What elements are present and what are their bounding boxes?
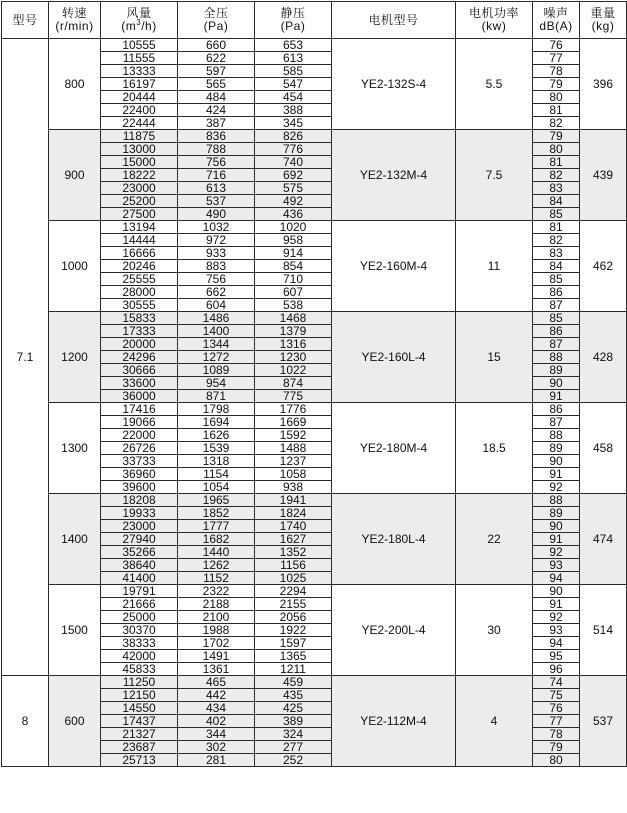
header-airflow: 风量 $(m^3/h)$ — [101, 2, 178, 39]
airflow-cell: 21327 — [101, 728, 178, 741]
speed-cell: 1000 — [49, 221, 101, 312]
motor-model-cell: YE2-132M-4 — [332, 130, 456, 221]
static-pressure-cell: 874 — [255, 377, 332, 390]
total-pressure-cell: 1988 — [178, 624, 255, 637]
total-pressure-cell: 1486 — [178, 312, 255, 325]
motor-model-cell: YE2-112M-4 — [332, 676, 456, 767]
airflow-cell: 23000 — [101, 182, 178, 195]
airflow-cell: 23687 — [101, 741, 178, 754]
motor-model-cell: YE2-160M-4 — [332, 221, 456, 312]
static-pressure-cell: 1740 — [255, 520, 332, 533]
static-pressure-cell: 1597 — [255, 637, 332, 650]
table-row — [2, 130, 627, 143]
noise-cell: 74 — [533, 676, 580, 689]
static-pressure-cell: 1488 — [255, 442, 332, 455]
motor-model-cell: YE2-200L-4 — [332, 585, 456, 676]
static-pressure-cell: 958 — [255, 234, 332, 247]
header-weight: 重量 (kg) — [580, 2, 627, 39]
static-pressure-cell: 547 — [255, 78, 332, 91]
noise-cell: 92 — [533, 481, 580, 494]
noise-cell: 95 — [533, 650, 580, 663]
static-pressure-cell: 1316 — [255, 338, 332, 351]
total-pressure-cell: 1440 — [178, 546, 255, 559]
airflow-cell: 35266 — [101, 546, 178, 559]
airflow-cell: 17333 — [101, 325, 178, 338]
total-pressure-cell: 1626 — [178, 429, 255, 442]
motor-power-cell: 30 — [456, 585, 533, 676]
total-pressure-cell: 424 — [178, 104, 255, 117]
static-pressure-cell: 1379 — [255, 325, 332, 338]
total-pressure-cell: 1344 — [178, 338, 255, 351]
motor-power-cell: 5.5 — [456, 39, 533, 130]
airflow-cell: 22000 — [101, 429, 178, 442]
total-pressure-cell: 597 — [178, 65, 255, 78]
total-pressure-cell: 1965 — [178, 494, 255, 507]
total-pressure-cell: 490 — [178, 208, 255, 221]
noise-cell: 86 — [533, 286, 580, 299]
total-pressure-cell: 1054 — [178, 481, 255, 494]
total-pressure-cell: 1089 — [178, 364, 255, 377]
total-pressure-cell: 1682 — [178, 533, 255, 546]
noise-cell: 91 — [533, 468, 580, 481]
weight-cell: 537 — [580, 676, 627, 767]
airflow-cell: 42000 — [101, 650, 178, 663]
airflow-cell: 11555 — [101, 52, 178, 65]
noise-cell: 85 — [533, 273, 580, 286]
static-pressure-cell: 1156 — [255, 559, 332, 572]
static-pressure-cell: 1824 — [255, 507, 332, 520]
static-pressure-cell: 1025 — [255, 572, 332, 585]
noise-cell: 89 — [533, 364, 580, 377]
noise-cell: 87 — [533, 338, 580, 351]
noise-cell: 81 — [533, 221, 580, 234]
static-pressure-cell: 388 — [255, 104, 332, 117]
static-pressure-cell: 607 — [255, 286, 332, 299]
total-pressure-cell: 1032 — [178, 221, 255, 234]
total-pressure-cell: 716 — [178, 169, 255, 182]
motor-power-cell: 22 — [456, 494, 533, 585]
static-pressure-cell: 425 — [255, 702, 332, 715]
noise-cell: 79 — [533, 130, 580, 143]
noise-cell: 92 — [533, 611, 580, 624]
airflow-cell: 15000 — [101, 156, 178, 169]
weight-cell: 439 — [580, 130, 627, 221]
total-pressure-cell: 954 — [178, 377, 255, 390]
static-pressure-cell: 826 — [255, 130, 332, 143]
airflow-cell: 22444 — [101, 117, 178, 130]
static-pressure-cell: 1365 — [255, 650, 332, 663]
total-pressure-cell: 836 — [178, 130, 255, 143]
noise-cell: 94 — [533, 572, 580, 585]
static-pressure-cell: 710 — [255, 273, 332, 286]
airflow-cell: 19066 — [101, 416, 178, 429]
total-pressure-cell: 1318 — [178, 455, 255, 468]
noise-cell: 90 — [533, 585, 580, 598]
header-motor-power: 电机功率 (kw) — [456, 2, 533, 39]
static-pressure-cell: 653 — [255, 39, 332, 52]
weight-cell: 462 — [580, 221, 627, 312]
static-pressure-cell: 585 — [255, 65, 332, 78]
total-pressure-cell: 387 — [178, 117, 255, 130]
noise-cell: 81 — [533, 104, 580, 117]
total-pressure-cell: 1272 — [178, 351, 255, 364]
airflow-cell: 14550 — [101, 702, 178, 715]
total-pressure-cell: 1400 — [178, 325, 255, 338]
table-row — [2, 221, 627, 234]
total-pressure-cell: 565 — [178, 78, 255, 91]
table-row — [2, 494, 627, 507]
airflow-cell: 13194 — [101, 221, 178, 234]
airflow-cell: 21666 — [101, 598, 178, 611]
noise-cell: 82 — [533, 169, 580, 182]
airflow-cell: 20246 — [101, 260, 178, 273]
noise-cell: 85 — [533, 312, 580, 325]
airflow-cell: 17437 — [101, 715, 178, 728]
header-static-pressure: 静压 (Pa) — [255, 2, 332, 39]
static-pressure-cell: 345 — [255, 117, 332, 130]
table-body — [2, 39, 627, 767]
static-pressure-cell: 277 — [255, 741, 332, 754]
noise-cell: 86 — [533, 325, 580, 338]
noise-cell: 90 — [533, 377, 580, 390]
total-pressure-cell: 883 — [178, 260, 255, 273]
airflow-cell: 30370 — [101, 624, 178, 637]
total-pressure-cell: 1852 — [178, 507, 255, 520]
motor-power-cell: 11 — [456, 221, 533, 312]
noise-cell: 90 — [533, 520, 580, 533]
noise-cell: 91 — [533, 598, 580, 611]
static-pressure-cell: 1468 — [255, 312, 332, 325]
table-header-row — [2, 2, 627, 39]
speed-cell: 900 — [49, 130, 101, 221]
motor-power-cell: 4 — [456, 676, 533, 767]
total-pressure-cell: 622 — [178, 52, 255, 65]
noise-cell: 80 — [533, 143, 580, 156]
noise-cell: 76 — [533, 39, 580, 52]
static-pressure-cell: 389 — [255, 715, 332, 728]
static-pressure-cell: 2294 — [255, 585, 332, 598]
airflow-cell: 16666 — [101, 247, 178, 260]
motor-model-cell: YE2-180L-4 — [332, 494, 456, 585]
motor-model-cell: YE2-180M-4 — [332, 403, 456, 494]
total-pressure-cell: 442 — [178, 689, 255, 702]
noise-cell: 84 — [533, 195, 580, 208]
airflow-cell: 20444 — [101, 91, 178, 104]
total-pressure-cell: 1777 — [178, 520, 255, 533]
noise-cell: 86 — [533, 403, 580, 416]
weight-cell: 514 — [580, 585, 627, 676]
weight-cell: 428 — [580, 312, 627, 403]
speed-cell: 1400 — [49, 494, 101, 585]
total-pressure-cell: 756 — [178, 273, 255, 286]
airflow-cell: 14444 — [101, 234, 178, 247]
total-pressure-cell: 1539 — [178, 442, 255, 455]
static-pressure-cell: 1592 — [255, 429, 332, 442]
static-pressure-cell: 459 — [255, 676, 332, 689]
model-cell: 7.1 — [2, 39, 49, 676]
airflow-cell: 41400 — [101, 572, 178, 585]
airflow-cell: 27940 — [101, 533, 178, 546]
motor-power-cell: 7.5 — [456, 130, 533, 221]
static-pressure-cell: 854 — [255, 260, 332, 273]
airflow-cell: 30555 — [101, 299, 178, 312]
static-pressure-cell: 575 — [255, 182, 332, 195]
airflow-cell: 25713 — [101, 754, 178, 767]
noise-cell: 81 — [533, 156, 580, 169]
airflow-cell: 45833 — [101, 663, 178, 676]
airflow-cell: 22400 — [101, 104, 178, 117]
noise-cell: 93 — [533, 624, 580, 637]
total-pressure-cell: 1361 — [178, 663, 255, 676]
motor-model-cell: YE2-132S-4 — [332, 39, 456, 130]
noise-cell: 92 — [533, 546, 580, 559]
airflow-cell: 38333 — [101, 637, 178, 650]
static-pressure-cell: 492 — [255, 195, 332, 208]
header-total-pressure: 全压 (Pa) — [178, 2, 255, 39]
noise-cell: 83 — [533, 182, 580, 195]
airflow-cell: 25200 — [101, 195, 178, 208]
total-pressure-cell: 788 — [178, 143, 255, 156]
airflow-cell: 15833 — [101, 312, 178, 325]
speed-cell: 800 — [49, 39, 101, 130]
airflow-cell: 18222 — [101, 169, 178, 182]
static-pressure-cell: 454 — [255, 91, 332, 104]
weight-cell: 474 — [580, 494, 627, 585]
noise-cell: 87 — [533, 416, 580, 429]
total-pressure-cell: 1152 — [178, 572, 255, 585]
motor-power-cell: 18.5 — [456, 403, 533, 494]
noise-cell: 77 — [533, 715, 580, 728]
airflow-cell: 12150 — [101, 689, 178, 702]
total-pressure-cell: 434 — [178, 702, 255, 715]
static-pressure-cell: 2056 — [255, 611, 332, 624]
motor-model-cell: YE2-160L-4 — [332, 312, 456, 403]
airflow-cell: 26726 — [101, 442, 178, 455]
noise-cell: 90 — [533, 455, 580, 468]
airflow-cell: 11250 — [101, 676, 178, 689]
static-pressure-cell: 2155 — [255, 598, 332, 611]
total-pressure-cell: 972 — [178, 234, 255, 247]
total-pressure-cell: 302 — [178, 741, 255, 754]
airflow-cell: 18208 — [101, 494, 178, 507]
airflow-cell: 28000 — [101, 286, 178, 299]
airflow-cell: 27500 — [101, 208, 178, 221]
airflow-cell: 25000 — [101, 611, 178, 624]
noise-cell: 88 — [533, 429, 580, 442]
airflow-cell: 10555 — [101, 39, 178, 52]
static-pressure-cell: 1627 — [255, 533, 332, 546]
static-pressure-cell: 324 — [255, 728, 332, 741]
airflow-cell: 33733 — [101, 455, 178, 468]
airflow-cell: 19933 — [101, 507, 178, 520]
speed-cell: 1500 — [49, 585, 101, 676]
airflow-cell: 30666 — [101, 364, 178, 377]
airflow-cell: 33600 — [101, 377, 178, 390]
airflow-cell: 13000 — [101, 143, 178, 156]
speed-cell: 1200 — [49, 312, 101, 403]
noise-cell: 75 — [533, 689, 580, 702]
total-pressure-cell: 537 — [178, 195, 255, 208]
static-pressure-cell: 1669 — [255, 416, 332, 429]
table-row — [2, 39, 627, 52]
speed-cell: 1300 — [49, 403, 101, 494]
noise-cell: 83 — [533, 247, 580, 260]
total-pressure-cell: 465 — [178, 676, 255, 689]
total-pressure-cell: 484 — [178, 91, 255, 104]
airflow-cell: 39600 — [101, 481, 178, 494]
table-row — [2, 585, 627, 598]
static-pressure-cell: 1058 — [255, 468, 332, 481]
airflow-cell: 13333 — [101, 65, 178, 78]
total-pressure-cell: 660 — [178, 39, 255, 52]
airflow-cell: 36000 — [101, 390, 178, 403]
total-pressure-cell: 402 — [178, 715, 255, 728]
static-pressure-cell: 252 — [255, 754, 332, 767]
static-pressure-cell: 1922 — [255, 624, 332, 637]
noise-cell: 76 — [533, 702, 580, 715]
static-pressure-cell: 436 — [255, 208, 332, 221]
static-pressure-cell: 1211 — [255, 663, 332, 676]
static-pressure-cell: 1237 — [255, 455, 332, 468]
total-pressure-cell: 1491 — [178, 650, 255, 663]
static-pressure-cell: 914 — [255, 247, 332, 260]
noise-cell: 82 — [533, 117, 580, 130]
airflow-cell: 17416 — [101, 403, 178, 416]
static-pressure-cell: 435 — [255, 689, 332, 702]
airflow-cell: 38640 — [101, 559, 178, 572]
noise-cell: 77 — [533, 52, 580, 65]
airflow-cell: 16197 — [101, 78, 178, 91]
static-pressure-cell: 692 — [255, 169, 332, 182]
noise-cell: 88 — [533, 351, 580, 364]
total-pressure-cell: 1154 — [178, 468, 255, 481]
weight-cell: 396 — [580, 39, 627, 130]
table-row — [2, 312, 627, 325]
airflow-cell: 11875 — [101, 130, 178, 143]
noise-cell: 80 — [533, 91, 580, 104]
noise-cell: 87 — [533, 299, 580, 312]
total-pressure-cell: 662 — [178, 286, 255, 299]
noise-cell: 91 — [533, 533, 580, 546]
static-pressure-cell: 1941 — [255, 494, 332, 507]
total-pressure-cell: 2188 — [178, 598, 255, 611]
total-pressure-cell: 613 — [178, 182, 255, 195]
noise-cell: 88 — [533, 494, 580, 507]
total-pressure-cell: 1694 — [178, 416, 255, 429]
noise-cell: 93 — [533, 559, 580, 572]
static-pressure-cell: 613 — [255, 52, 332, 65]
total-pressure-cell: 2100 — [178, 611, 255, 624]
static-pressure-cell: 740 — [255, 156, 332, 169]
static-pressure-cell: 1022 — [255, 364, 332, 377]
total-pressure-cell: 1702 — [178, 637, 255, 650]
airflow-cell: 25555 — [101, 273, 178, 286]
table-row — [2, 676, 627, 689]
static-pressure-cell: 1776 — [255, 403, 332, 416]
noise-cell: 94 — [533, 637, 580, 650]
static-pressure-cell: 1352 — [255, 546, 332, 559]
airflow-cell: 19791 — [101, 585, 178, 598]
fan-performance-table — [1, 1, 627, 767]
noise-cell: 84 — [533, 260, 580, 273]
static-pressure-cell: 538 — [255, 299, 332, 312]
static-pressure-cell: 1020 — [255, 221, 332, 234]
noise-cell: 89 — [533, 442, 580, 455]
static-pressure-cell: 1230 — [255, 351, 332, 364]
noise-cell: 80 — [533, 754, 580, 767]
header-motor-model: 电机型号 — [332, 2, 456, 39]
airflow-cell: 23000 — [101, 520, 178, 533]
weight-cell: 458 — [580, 403, 627, 494]
header-model: 型号 — [2, 2, 49, 39]
noise-cell: 91 — [533, 390, 580, 403]
total-pressure-cell: 604 — [178, 299, 255, 312]
static-pressure-cell: 776 — [255, 143, 332, 156]
noise-cell: 79 — [533, 741, 580, 754]
noise-cell: 85 — [533, 208, 580, 221]
airflow-cell: 24296 — [101, 351, 178, 364]
noise-cell: 79 — [533, 78, 580, 91]
total-pressure-cell: 281 — [178, 754, 255, 767]
total-pressure-cell: 933 — [178, 247, 255, 260]
noise-cell: 78 — [533, 728, 580, 741]
static-pressure-cell: 775 — [255, 390, 332, 403]
total-pressure-cell: 344 — [178, 728, 255, 741]
table-row — [2, 403, 627, 416]
noise-cell: 78 — [533, 65, 580, 78]
noise-cell: 96 — [533, 663, 580, 676]
speed-cell: 600 — [49, 676, 101, 767]
noise-cell: 82 — [533, 234, 580, 247]
motor-power-cell: 15 — [456, 312, 533, 403]
airflow-cell: 20000 — [101, 338, 178, 351]
model-cell: 8 — [2, 676, 49, 767]
total-pressure-cell: 1262 — [178, 559, 255, 572]
total-pressure-cell: 1798 — [178, 403, 255, 416]
header-speed: 转速 (r/min) — [49, 2, 101, 39]
total-pressure-cell: 2322 — [178, 585, 255, 598]
total-pressure-cell: 756 — [178, 156, 255, 169]
noise-cell: 89 — [533, 507, 580, 520]
header-noise: 噪声 dB(A) — [533, 2, 580, 39]
total-pressure-cell: 871 — [178, 390, 255, 403]
airflow-cell: 36960 — [101, 468, 178, 481]
static-pressure-cell: 938 — [255, 481, 332, 494]
